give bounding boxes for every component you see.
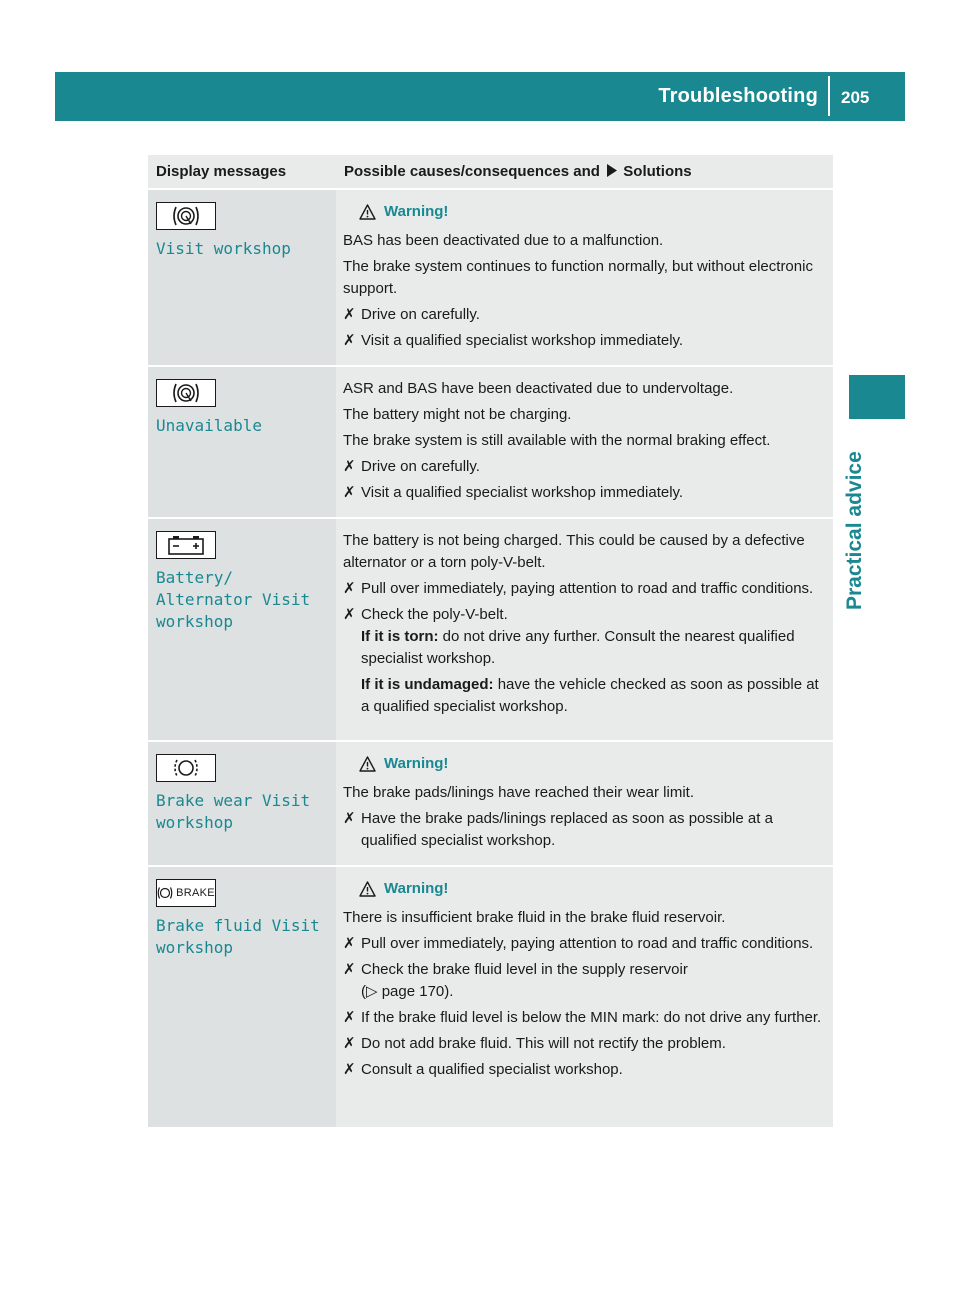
header-bar [55,72,905,121]
cause-text: The brake pads/linings have reached their wear limit. [343,784,695,801]
solution-cell [336,518,833,741]
step-arrow-icon: ✗ [343,1035,356,1052]
step-arrow-icon: ✗ [343,935,356,952]
solution-cell [336,189,833,366]
step-arrow-icon: ✗ [343,606,356,623]
brake-wear-icon [156,754,216,782]
display-message: Brake wear Visit workshop [156,791,311,832]
warning-label: Warning! [384,755,449,772]
step-arrow-icon: ✗ [343,306,356,323]
solution-step: ✗ Visit a qualified specialist workshop immediately. [343,482,827,504]
display-messages-table [148,155,833,1129]
table-row [148,366,833,518]
table-row [148,866,833,1128]
header-solutions-text: Solutions [623,163,692,180]
table-row [148,189,833,366]
warning-notice [359,753,827,775]
torn-instruction: If it is torn: do not drive any further. Consult the nearest qualified specialist workshop. [361,628,795,667]
cause-text: The battery is not being charged. This could be caused by a defective alternator or a torn poly-V-belt. [343,532,805,571]
brake-disc-icon [156,379,216,407]
cause-text: The brake system is still available with the normal braking effect. [343,432,771,449]
solution-step: ✗ Do not add brake fluid. This will not rectify the problem. [343,1033,827,1055]
warning-label: Warning! [384,203,449,220]
cause-text: The battery might not be charging. [343,406,572,423]
cause-text: There is insufficient brake fluid in the brake fluid reservoir. [343,909,726,926]
header-solutions [336,155,833,189]
warning-triangle-icon [359,881,376,897]
display-message: Battery/ Alternator Visit workshop [156,568,311,631]
message-cell [148,741,336,866]
brake-fluid-icon [156,879,216,907]
display-message: Visit workshop [156,239,291,258]
warning-notice [359,201,827,223]
step-arrow-icon: ✗ [343,961,356,978]
solution-cell [336,866,833,1128]
table-row [148,741,833,866]
chapter-title: Troubleshooting [658,76,830,116]
message-cell [148,866,336,1128]
solution-step: ✗ Consult a qualified specialist workshop. [343,1059,827,1081]
solution-step: ✗ Drive on carefully. [343,304,827,326]
step-arrow-icon: ✗ [343,1061,356,1078]
solution-cell [336,366,833,518]
solution-step: ✗ Check the poly-V-belt. [343,604,827,626]
step-arrow-icon: ✗ [343,1009,356,1026]
brake-icon-text: BRAKE [176,887,215,899]
solution-cell [336,741,833,866]
step-arrow-icon: ✗ [343,484,356,501]
warning-triangle-icon [359,756,376,772]
section-label: Practical advice [843,451,866,610]
brake-disc-icon [156,202,216,230]
message-cell [148,189,336,366]
table-row [148,518,833,741]
step-arrow-icon: ✗ [343,580,356,597]
warning-label: Warning! [384,880,449,897]
undamaged-instruction: If it is undamaged: have the vehicle checked as soon as possible at a qualified specialist workshop. [361,676,819,715]
solution-step: ✗ Check the brake fluid level in the supply reservoir (▷ page 170). [343,959,827,1003]
solution-step: ✗ Pull over immediately, paying attention to road and traffic conditions. [343,933,827,955]
cause-text: ASR and BAS have been deactivated due to undervoltage. [343,380,734,397]
solution-step: ✗ Visit a qualified specialist workshop immediately. [343,330,827,352]
step-arrow-icon: ✗ [343,810,356,827]
solution-step: ✗ Pull over immediately, paying attention to road and traffic conditions. [343,578,827,600]
step-arrow-icon: ✗ [343,458,356,475]
battery-icon [156,531,216,559]
header-causes-text: Possible causes/consequences and [344,163,600,180]
warning-triangle-icon [359,204,376,220]
solution-arrow-icon [606,164,617,177]
message-cell [148,366,336,518]
table-header-row [148,155,833,189]
message-cell [148,518,336,741]
step-arrow-icon: ✗ [343,332,356,349]
solution-step: ✗ Have the brake pads/linings replaced as soon as possible at a qualified specialist workshop. [343,808,827,852]
page-number: 205 [841,87,870,107]
solution-step: ✗ If the brake fluid level is below the MIN mark: do not drive any further. [343,1007,827,1029]
solution-step: ✗ Drive on carefully. [343,456,827,478]
display-message: Brake fluid Visit workshop [156,916,320,957]
warning-notice [359,878,827,900]
header-display-messages: Display messages [148,155,336,189]
cause-text: BAS has been deactivated due to a malfunction. [343,232,664,249]
cause-text: The brake system continues to function normally, but without electronic support. [343,258,813,297]
page-reference[interactable]: (▷ page 170). [361,983,454,1000]
display-message: Unavailable [156,416,262,435]
